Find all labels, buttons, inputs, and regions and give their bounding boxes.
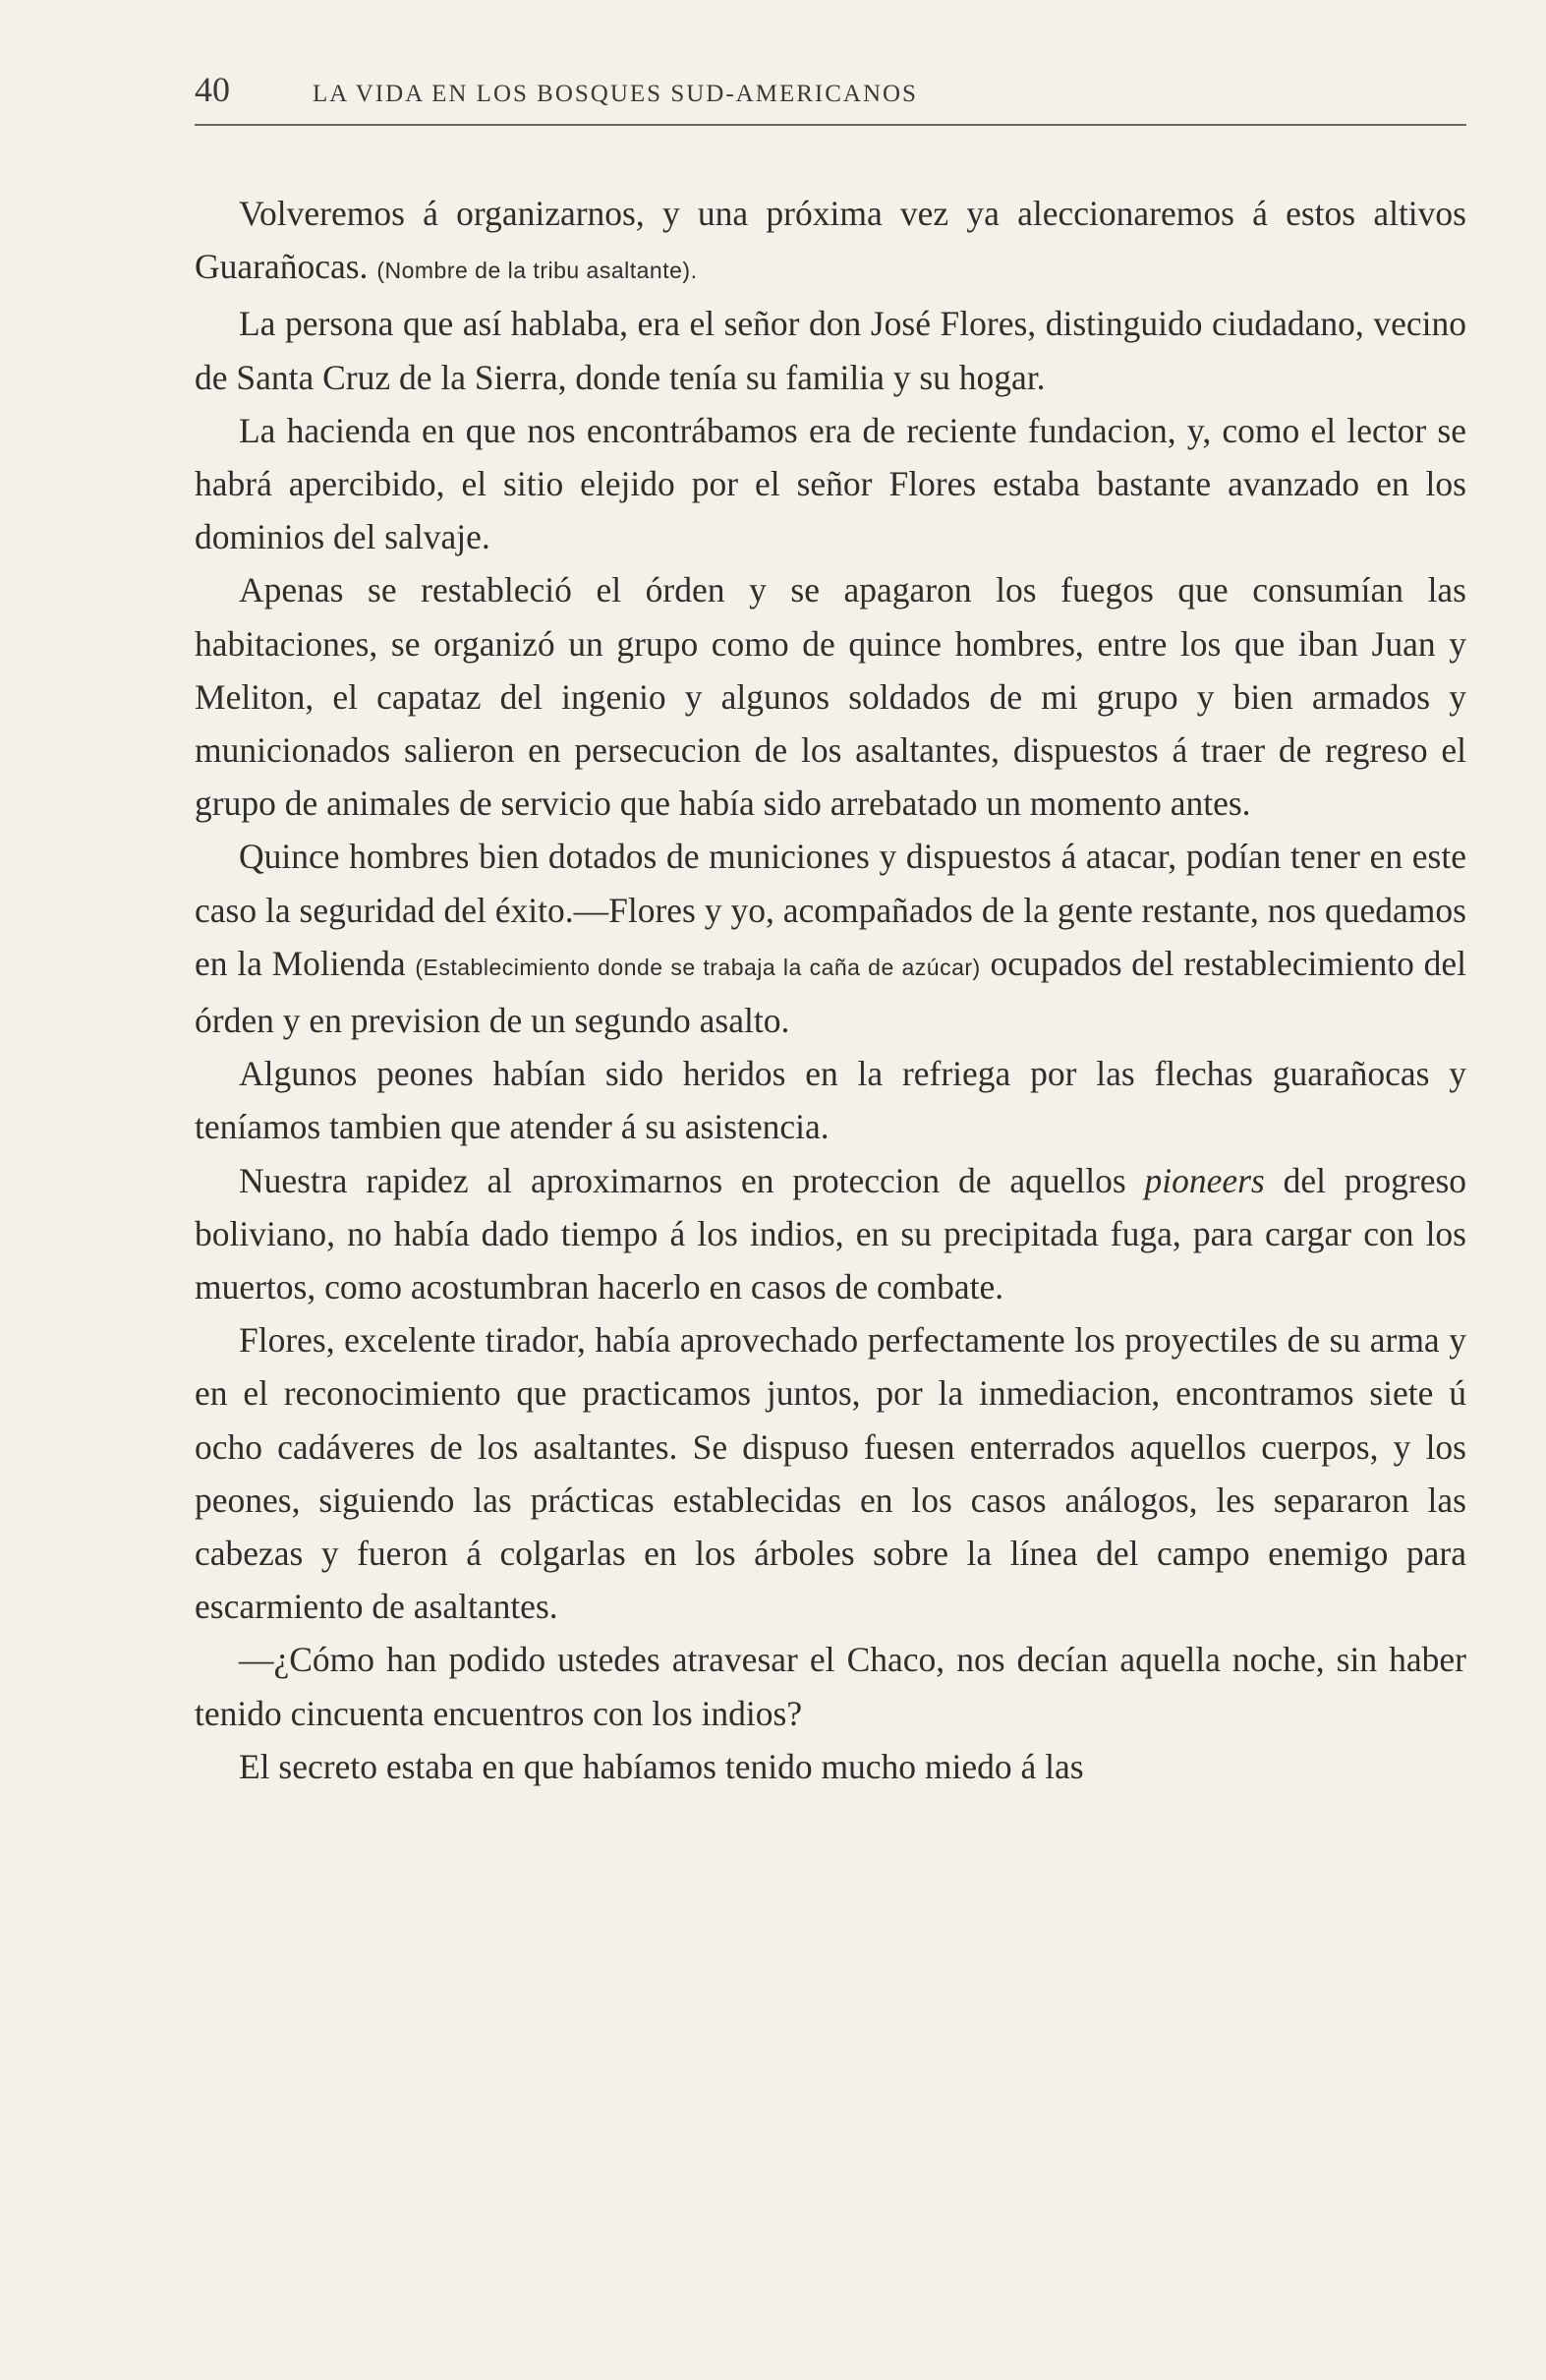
paragraph-3: La hacienda en que nos encontrábamos era de reciente fundacion, y, como el lector se habrá apercibido, el sitio elejido por el señor Flores estaba bastante avanzado en los dominios del salvaje. [195, 410, 1466, 557]
paragraph-7-part-b: del progreso boliviano, no había dado tiempo á los indios, en su precipitada fuga, para cargar con los muertos, como acostumbran hacerlo en casos de combate. [195, 1160, 1467, 1307]
paragraph-6: Algunos peones habían sido heridos en la refriega por las flechas guarañocas y teníamos tambien que atender á su asistencia. [195, 1054, 1466, 1147]
paragraph-9: —¿Cómo han podido ustedes atravesar el Chaco, nos decían aquella noche, sin haber tenido cincuenta encuentros con los indios? [195, 1640, 1466, 1733]
paragraph-7 [195, 1154, 1466, 1314]
paragraph-10: El secreto estaba en que habíamos tenido mucho miedo á las [239, 1746, 1084, 1786]
footnote-inline-molienda: (Establecimiento donde se trabaja la caña de azúcar) [415, 954, 981, 980]
paragraph-8: Flores, excelente tirador, había aprovechado perfectamente los proyectiles de su arma y en el reconocimiento que practicamos juntos, por la inmediacion, encontramos siete ú ocho cadáveres de los asaltantes. Se dispuso fuesen enterrados aquellos cuerpos, y los peones, siguiendo las prácticas establecidas en los casos análogos, les separaron las cabezas y fueron á colgarlas en los árboles sobre la línea del campo enemigo para escarmiento de asaltantes. [195, 1320, 1466, 1627]
page-number: 40 [195, 70, 230, 109]
paragraph-5-part-a: Quince hombres bien dotados de municiones y dispuestos á atacar, podían tener en este caso la seguridad del éxito.—Flores y yo, acompañados de la gente restante, nos quedamos en la Molienda [195, 837, 1466, 983]
paragraph-1-text: Volveremos á organizarnos, y una próxima vez ya aleccionaremos á estos altivos Guarañocas. [195, 194, 1466, 287]
paragraph-5-part-b: ocupados del restablecimiento del órden y en prevision de un segundo asalto. [195, 943, 1467, 1041]
book-page [195, 69, 1466, 1793]
paragraph-2: La persona que así hablaba, era el señor don José Flores, distinguido ciudadano, vecino de Santa Cruz de la Sierra, donde tenía su familia y su hogar. [195, 304, 1466, 397]
italic-word-pioneers: pioneers [1144, 1160, 1265, 1200]
running-title: LA VIDA EN LOS BOSQUES SUD-AMERICANOS [313, 81, 918, 107]
paragraph-4: Apenas se restableció el órden y se apagaron los fuegos que consumían las habitaciones, se organizó un grupo como de quince hombres, entre los que iban Juan y Meliton, el capataz del ingenio y algunos soldados de mi grupo y bien armados y municionados salieron en persecucion de los asaltantes, dispuestos á traer de regreso el grupo de animales de servicio que había sido arrebatado un momento antes. [195, 570, 1466, 824]
footnote-inline-tribe: (Nombre de la tribu asaltante). [376, 258, 698, 284]
paragraph-5 [195, 830, 1466, 1047]
body-text [195, 187, 1466, 1793]
paragraph-1 [195, 187, 1466, 297]
page-header [195, 69, 1466, 126]
paragraph-7-part-a: Nuestra rapidez al aproximarnos en proteccion de aquellos [239, 1160, 1126, 1200]
